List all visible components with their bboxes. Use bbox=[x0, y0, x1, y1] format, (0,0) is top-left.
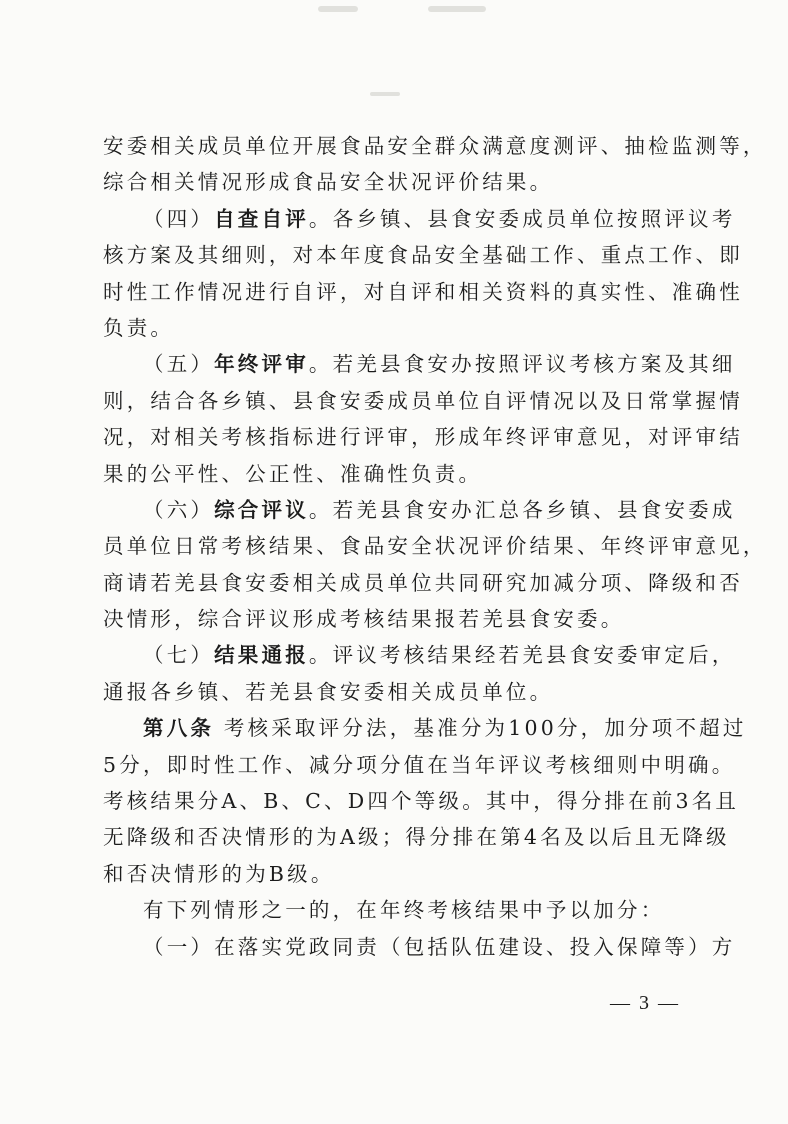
text-line: 商请若羌县食安委相关成员单位共同研究加减分项、降级和否 bbox=[103, 570, 743, 595]
text-line: 负责。 bbox=[103, 315, 175, 340]
scan-artifact bbox=[318, 6, 358, 12]
text-line: 时性工作情况进行自评，对自评和相关资料的真实性、准确性 bbox=[103, 279, 743, 304]
section-heading: 结果通报 bbox=[214, 643, 309, 668]
text-line: 有下列情形之一的，在年终考核结果中予以加分： bbox=[143, 898, 665, 923]
text-line: 5分，即时性工作、减分项分值在当年评议考核细则中明确。 bbox=[103, 752, 736, 777]
text-line: 无降级和否决情形的为A级；得分排在第4名及以后且无降级 bbox=[103, 825, 730, 850]
text-line: 决情形，综合评议形成考核结果报若羌县食安委。 bbox=[103, 607, 625, 632]
section-heading-line: （五）年终评审。若羌县食安办按照评议考核方案及其细 bbox=[143, 352, 736, 377]
text-line: 况，对相关考核指标进行评审，形成年终评审意见，对评审结 bbox=[103, 425, 743, 450]
text-line: 核方案及其细则，对本年度食品安全基础工作、重点工作、即 bbox=[103, 243, 743, 268]
page-number: — 3 — bbox=[610, 992, 680, 1014]
text-line: 果的公平性、公正性、准确性负责。 bbox=[103, 461, 483, 486]
scan-artifact bbox=[370, 92, 400, 96]
text-line: 员单位日常考核结果、食品安全状况评价结果、年终评审意见， bbox=[103, 534, 767, 559]
text-line: 考核结果分A、B、C、D四个等级。其中，得分排在前3名且 bbox=[103, 789, 740, 814]
text-line: 和否决情形的为B级。 bbox=[103, 861, 335, 886]
section-heading: 年终评审 bbox=[214, 352, 309, 377]
scan-artifact bbox=[428, 6, 486, 12]
section-heading: 综合评议 bbox=[214, 497, 309, 522]
section-heading-line: （六）综合评议。若羌县食安办汇总各乡镇、县食安委成 bbox=[143, 497, 736, 522]
section-heading-line: （七）结果通报。评议考核结果经若羌县食安委审定后， bbox=[143, 643, 736, 668]
text-line: 安委相关成员单位开展食品安全群众满意度测评、抽检监测等， bbox=[103, 134, 767, 158]
section-heading-line: （四）自查自评。各乡镇、县食安委成员单位按照评议考 bbox=[143, 206, 736, 231]
article-heading-line: 第八条 考核采取评分法，基准分为100分，加分项不超过 bbox=[143, 716, 747, 741]
document-body bbox=[103, 128, 767, 965]
section-heading: 自查自评 bbox=[214, 206, 309, 231]
text-line: 通报各乡镇、若羌县食安委相关成员单位。 bbox=[103, 679, 554, 704]
text-line: 则，结合各乡镇、县食安委成员单位自评情况以及日常掌握情 bbox=[103, 388, 743, 413]
text-line: 综合相关情况形成食品安全状况评价结果。 bbox=[103, 170, 554, 195]
article-heading: 第八条 bbox=[143, 716, 215, 741]
text-line: （一）在落实党政同责（包括队伍建设、投入保障等）方 bbox=[143, 934, 736, 959]
